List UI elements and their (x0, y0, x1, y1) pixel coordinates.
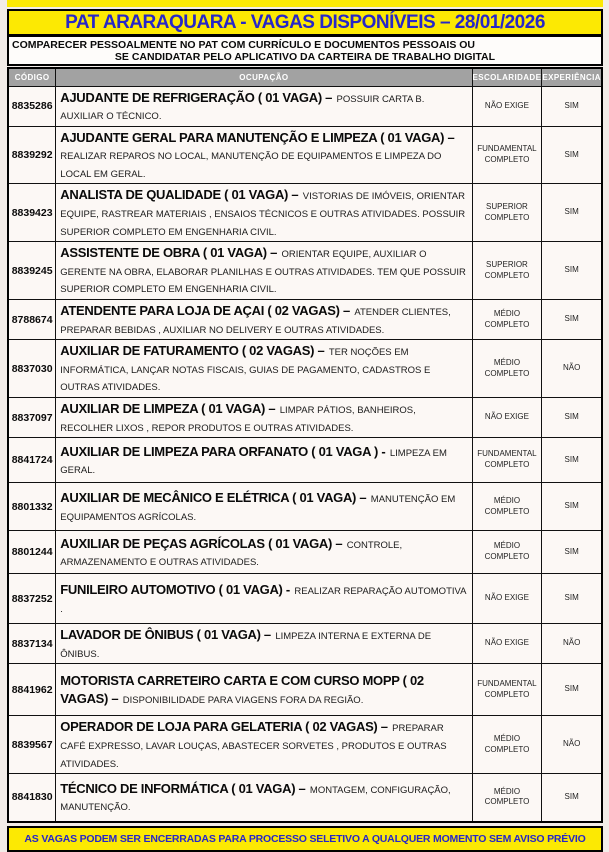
job-experience: SIM (542, 438, 602, 483)
job-title: TÉCNICO DE INFORMÁTICA ( 01 VAGA) – (60, 780, 306, 796)
job-experience: NÃO (542, 716, 602, 774)
job-code: 8841724 (8, 438, 56, 483)
job-code: 8788674 (8, 300, 56, 340)
job-title: AJUDANTE DE REFRIGERAÇÃO ( 01 VAGA) – (60, 89, 333, 105)
col-header-ocupacao: OCUPAÇÃO (56, 68, 472, 86)
table-row (8, 624, 602, 664)
job-education: MÉDIO COMPLETO (472, 774, 542, 822)
table-row (8, 483, 602, 531)
job-experience: SIM (542, 483, 602, 531)
job-education: NÃO EXIGE (472, 86, 542, 126)
job-description: ATENDER CLIENTES, PREPARAR BEBIDAS , AUXILIAR NO DELIVERY E OUTRAS ATIVIDADES. (60, 307, 451, 336)
job-description: REALIZAR REPAROS NO LOCAL, MANUTENÇÃO DE EQUIPAMENTOS E LIMPEZA DO LOCAL EM GERAL. (60, 151, 442, 180)
job-experience: SIM (542, 531, 602, 574)
job-title: FUNILEIRO AUTOMOTIVO ( 01 VAGA) - (60, 582, 290, 598)
job-title: LAVADOR DE ÔNIBUS ( 01 VAGA) – (60, 627, 271, 643)
table-header-row (8, 68, 602, 86)
job-description: VISTORIAS DE IMÓVEIS, ORIENTAR EQUIPE, RASTREAR MATERIAIS , ENSAIOS TÉCNICOS E OUTRAS ATIVIDADES. POSSUIR SUPERIOR COMPLETO EM ENGENHARIA CIVIL. (60, 191, 466, 238)
job-occupation-cell (56, 624, 472, 664)
table-row (8, 126, 602, 184)
job-code: 8837134 (8, 624, 56, 664)
job-title: AUXILIAR DE LIMPEZA ( 01 VAGA) – (60, 401, 276, 416)
job-education: MÉDIO COMPLETO (472, 483, 542, 531)
instructions-line-2: SE CANDIDATAR PELO APLICATIVO DA CARTEIRA DE TRABALHO DIGITAL (114, 51, 496, 63)
job-education: FUNDAMENTAL COMPLETO (472, 664, 542, 716)
job-title: AUXILIAR DE MECÂNICO E ELÉTRICA ( 01 VAGA) – (60, 490, 367, 506)
job-occupation-cell (56, 242, 472, 300)
job-education: NÃO EXIGE (472, 574, 542, 624)
col-header-codigo: CÓDIGO (8, 68, 56, 86)
job-description: REALIZAR REPARAÇÃO AUTOMOTIVA . (60, 586, 466, 615)
table-row (8, 340, 602, 398)
job-description: CONTROLE, ARMAZENAMENTO E OUTRAS ATIVIDADES. (60, 539, 403, 569)
job-occupation-cell (56, 300, 472, 340)
table-row (8, 184, 602, 242)
instructions-line-1: COMPARECER PESSOALMENTE NO PAT COM CURRÍCULO E DOCUMENTOS PESSOAIS OU (12, 39, 476, 51)
job-code: 8801244 (8, 531, 56, 574)
job-title: ASSISTENTE DE OBRA ( 01 VAGA) – (60, 245, 278, 261)
job-code: 8841962 (8, 664, 56, 716)
footer-notice: AS VAGAS PODEM SER ENCERRADAS PARA PROCESSO SELETIVO A QUALQUER MOMENTO SEM AVISO PRÉVIO (7, 826, 603, 852)
job-education: FUNDAMENTAL COMPLETO (472, 126, 542, 184)
job-occupation-cell (56, 574, 472, 624)
col-header-experiencia: EXPERIÊNCIA (542, 68, 602, 86)
job-experience: SIM (542, 184, 602, 242)
job-occupation-cell (56, 664, 472, 716)
job-code: 8837030 (8, 340, 56, 398)
job-experience: SIM (542, 664, 602, 716)
job-title: MOTORISTA CARRETEIRO CARTA E COM CURSO MOPP ( 02 VAGAS) – (60, 673, 424, 706)
job-education: SUPERIOR COMPLETO (472, 242, 542, 300)
job-title: OPERADOR DE LOJA PARA GELATERIA ( 02 VAGAS) – (60, 719, 388, 735)
job-occupation-cell (56, 398, 472, 438)
job-description: MANUTENÇÃO EM EQUIPAMENTOS AGRÍCOLAS. (60, 494, 456, 523)
job-code: 8841830 (8, 774, 56, 822)
job-occupation-cell (56, 531, 472, 574)
job-description: TER NOÇÕES EM INFORMÁTICA, LANÇAR NOTAS FISCAIS, GUIAS DE PAGAMENTO, CADASTROS E OUTRAS ATIVIDADES. (60, 347, 431, 394)
job-title: AUXILIAR DE PEÇAS AGRÍCOLAS ( 01 VAGA) – (60, 535, 343, 551)
job-code: 8839567 (8, 716, 56, 774)
job-description: ORIENTAR EQUIPE, AUXILIAR O GERENTE NA OBRA, ELABORAR PLANILHAS E OUTRAS ATIVIDADES. TEM QUE POSSUIR SUPERIOR COMPLETO EM ENGENHARIA CIVIL. (60, 249, 466, 296)
job-education: FUNDAMENTAL COMPLETO (472, 438, 542, 483)
job-occupation-cell (56, 716, 472, 774)
job-occupation-cell (56, 340, 472, 398)
job-education: NÃO EXIGE (472, 398, 542, 438)
jobs-table (7, 67, 603, 823)
job-occupation-cell (56, 86, 472, 126)
job-code: 8839292 (8, 126, 56, 184)
table-row (8, 86, 602, 126)
job-title: AJUDANTE GERAL PARA MANUTENÇÃO E LIMPEZA ( 01 VAGA) – (60, 129, 455, 145)
top-yellow-strip (7, 0, 603, 7)
job-occupation-cell (56, 774, 472, 822)
job-experience: SIM (542, 398, 602, 438)
job-experience: NÃO (542, 340, 602, 398)
job-occupation-cell (56, 438, 472, 483)
table-row (8, 716, 602, 774)
job-education: MÉDIO COMPLETO (472, 531, 542, 574)
table-row (8, 574, 602, 624)
job-education: NÃO EXIGE (472, 624, 542, 664)
job-description: PREPARAR CAFÉ EXPRESSO, LAVAR LOUÇAS, ABASTECER SORVETES , PRODUTOS E OUTRAS ATIVIDADES. (60, 723, 447, 770)
job-experience: SIM (542, 574, 602, 624)
job-experience: SIM (542, 774, 602, 822)
job-code: 8837097 (8, 398, 56, 438)
job-code: 8839245 (8, 242, 56, 300)
job-description: LIMPAR PÁTIOS, BANHEIROS, RECOLHER LIXOS , REPOR PRODUTOS E OUTRAS ATIVIDADES. (60, 405, 416, 434)
instructions-box (7, 36, 603, 66)
job-occupation-cell (56, 126, 472, 184)
table-row (8, 774, 602, 822)
job-description: LIMPEZA EM GERAL. (60, 447, 447, 477)
jobs-table-body (8, 86, 602, 822)
job-education: SUPERIOR COMPLETO (472, 184, 542, 242)
col-header-escolaridade: ESCOLARIDADE (472, 68, 542, 86)
job-code: 8835286 (8, 86, 56, 126)
job-description: LIMPEZA INTERNA E EXTERNA DE ÔNIBUS. (60, 631, 432, 660)
job-description: MONTAGEM, CONFIGURAÇÃO, MANUTENÇÃO. (60, 784, 451, 814)
table-row (8, 398, 602, 438)
job-title: AUXILIAR DE LIMPEZA PARA ORFANATO ( 01 VAGA ) - (60, 443, 386, 459)
job-title: AUXILIAR DE FATURAMENTO ( 02 VAGAS) – (60, 343, 325, 359)
job-experience: NÃO (542, 624, 602, 664)
job-experience: SIM (542, 300, 602, 340)
table-row (8, 531, 602, 574)
job-experience: SIM (542, 242, 602, 300)
table-row (8, 438, 602, 483)
job-experience: SIM (542, 86, 602, 126)
job-code: 8839423 (8, 184, 56, 242)
job-occupation-cell (56, 483, 472, 531)
job-education: MÉDIO COMPLETO (472, 300, 542, 340)
job-title: ANALISTA DE QUALIDADE ( 01 VAGA) – (60, 187, 299, 203)
job-description: POSSUIR CARTA B. AUXILIAR O TÉCNICO. (60, 93, 425, 123)
job-experience: SIM (542, 126, 602, 184)
job-code: 8837252 (8, 574, 56, 624)
table-row (8, 664, 602, 716)
job-description: DISPONIBILIDADE PARA VIAGENS FORA DA REGIÃO. (122, 694, 364, 706)
job-education: MÉDIO COMPLETO (472, 716, 542, 774)
job-occupation-cell (56, 184, 472, 242)
table-row (8, 300, 602, 340)
table-row (8, 242, 602, 300)
job-code: 8801332 (8, 483, 56, 531)
job-title: ATENDENTE PARA LOJA DE AÇAI ( 02 VAGAS) – (60, 303, 350, 319)
job-education: MÉDIO COMPLETO (472, 340, 542, 398)
page-title: PAT ARARAQUARA - VAGAS DISPONÍVEIS – 28/01/2026 (7, 9, 603, 36)
